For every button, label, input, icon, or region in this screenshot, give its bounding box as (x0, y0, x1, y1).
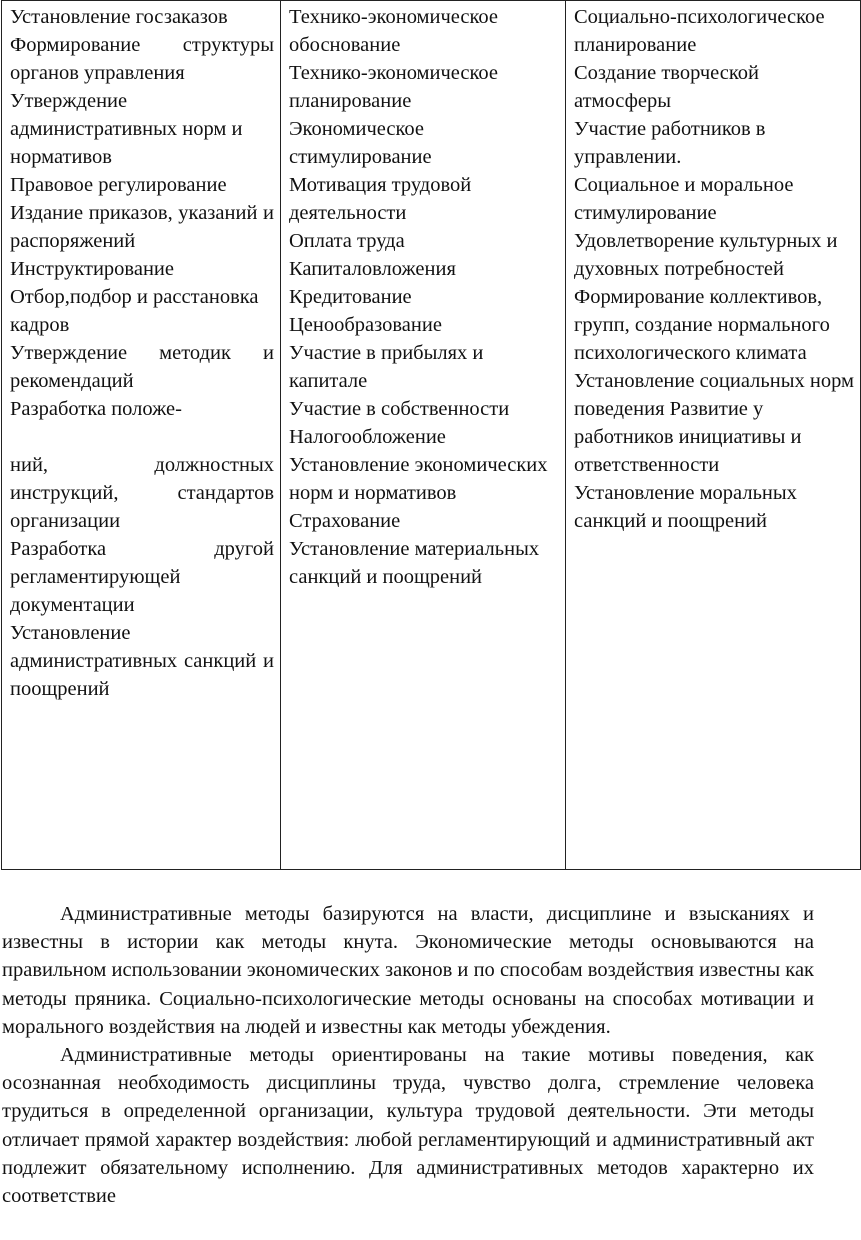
list-item: Налогообложение (289, 426, 446, 448)
list-item: Установление моральных санкций и поощрений (574, 482, 797, 532)
list-item: Участие в собственности (289, 398, 510, 420)
list-item: Технико-экономическое планирование (289, 62, 499, 112)
list-item: Разработка положе- (10, 398, 182, 420)
list-item: Удовлетворение культурных и духовных потребностей (574, 230, 838, 280)
list-item: Страхование (289, 510, 401, 532)
list-item: Ценообразование (289, 314, 442, 336)
list-item: Утверждение административных норм и нормативов (10, 90, 243, 168)
list-item: Оплата труда (289, 230, 405, 252)
list-item: Издание приказов, указаний и распоряжений (10, 202, 274, 252)
list-item: Утверждение методик и рекомендаций (10, 342, 274, 392)
list-item: Мотивация трудовой деятельности (289, 174, 472, 224)
table-row (2, 1, 861, 870)
methods-table (1, 0, 861, 870)
list-item: Экономическое стимулирование (289, 118, 432, 168)
list-item: Правовое регулирование (10, 174, 227, 196)
paragraph: Административные методы ориентированы на такие мотивы поведения, как осознанная необходимость дисциплины труда, чувство долга, стремление человека трудиться в определенной организации, культура трудовой деятельности. Эти методы отличает прямой характер воздействия: любой регламентирующий и административный акт подлежит обязательному исполнению. Для административных методов характерно их соответствие (2, 1044, 814, 1208)
paragraph: Административные методы базируются на власти, дисциплине и взысканиях и известны в истории как методы кнута. Экономические методы основываются на правильном использовании экономических законов и по способам воздействия известны как методы пряника. Социально-психологические методы основаны на способах мотивации и морального воздействия на людей и известны как методы убеждения. (2, 903, 814, 1038)
list-item: ний, должностных инструкций, стандартов организации (10, 454, 274, 532)
list-item: Разработка другой регламентирующей документации (10, 538, 274, 616)
list-item: Формирование коллективов, групп, создание нормального психологического климата (574, 286, 830, 364)
list-item: Создание творческой атмосферы (574, 62, 759, 112)
list-item: Установление материальных санкций и поощрений (289, 538, 540, 588)
list-item: Установление экономических норм и нормативов (289, 454, 548, 504)
social-psychological-methods-column (566, 1, 861, 870)
list-item: Участие в прибылях и капитале (289, 342, 484, 392)
list-item: Установление административных санкций и поощрений (10, 622, 274, 700)
list-item: Формирование структуры органов управления (10, 34, 274, 84)
list-item: Кредитование (289, 286, 412, 308)
body-text (2, 900, 814, 1210)
list-item: Инструктирование (10, 258, 174, 280)
line-gap (10, 423, 274, 451)
list-item: Участие работников в управлении. (574, 118, 766, 168)
list-item: Технико-экономическое обоснование (289, 6, 499, 56)
economic-methods-column (281, 1, 566, 870)
list-item: Социально-психологическое планирование (574, 6, 825, 56)
list-item: Отбор,подбор и расстановка кадров (10, 286, 259, 336)
list-item: Социальное и моральное стимулирование (574, 174, 794, 224)
list-item: Установление социальных норм поведения Развитие у работников инициативы и ответственности (574, 370, 854, 476)
list-item: Капиталовложения (289, 258, 456, 280)
administrative-methods-column (2, 1, 281, 870)
list-item: Установление госзаказов (10, 6, 228, 28)
